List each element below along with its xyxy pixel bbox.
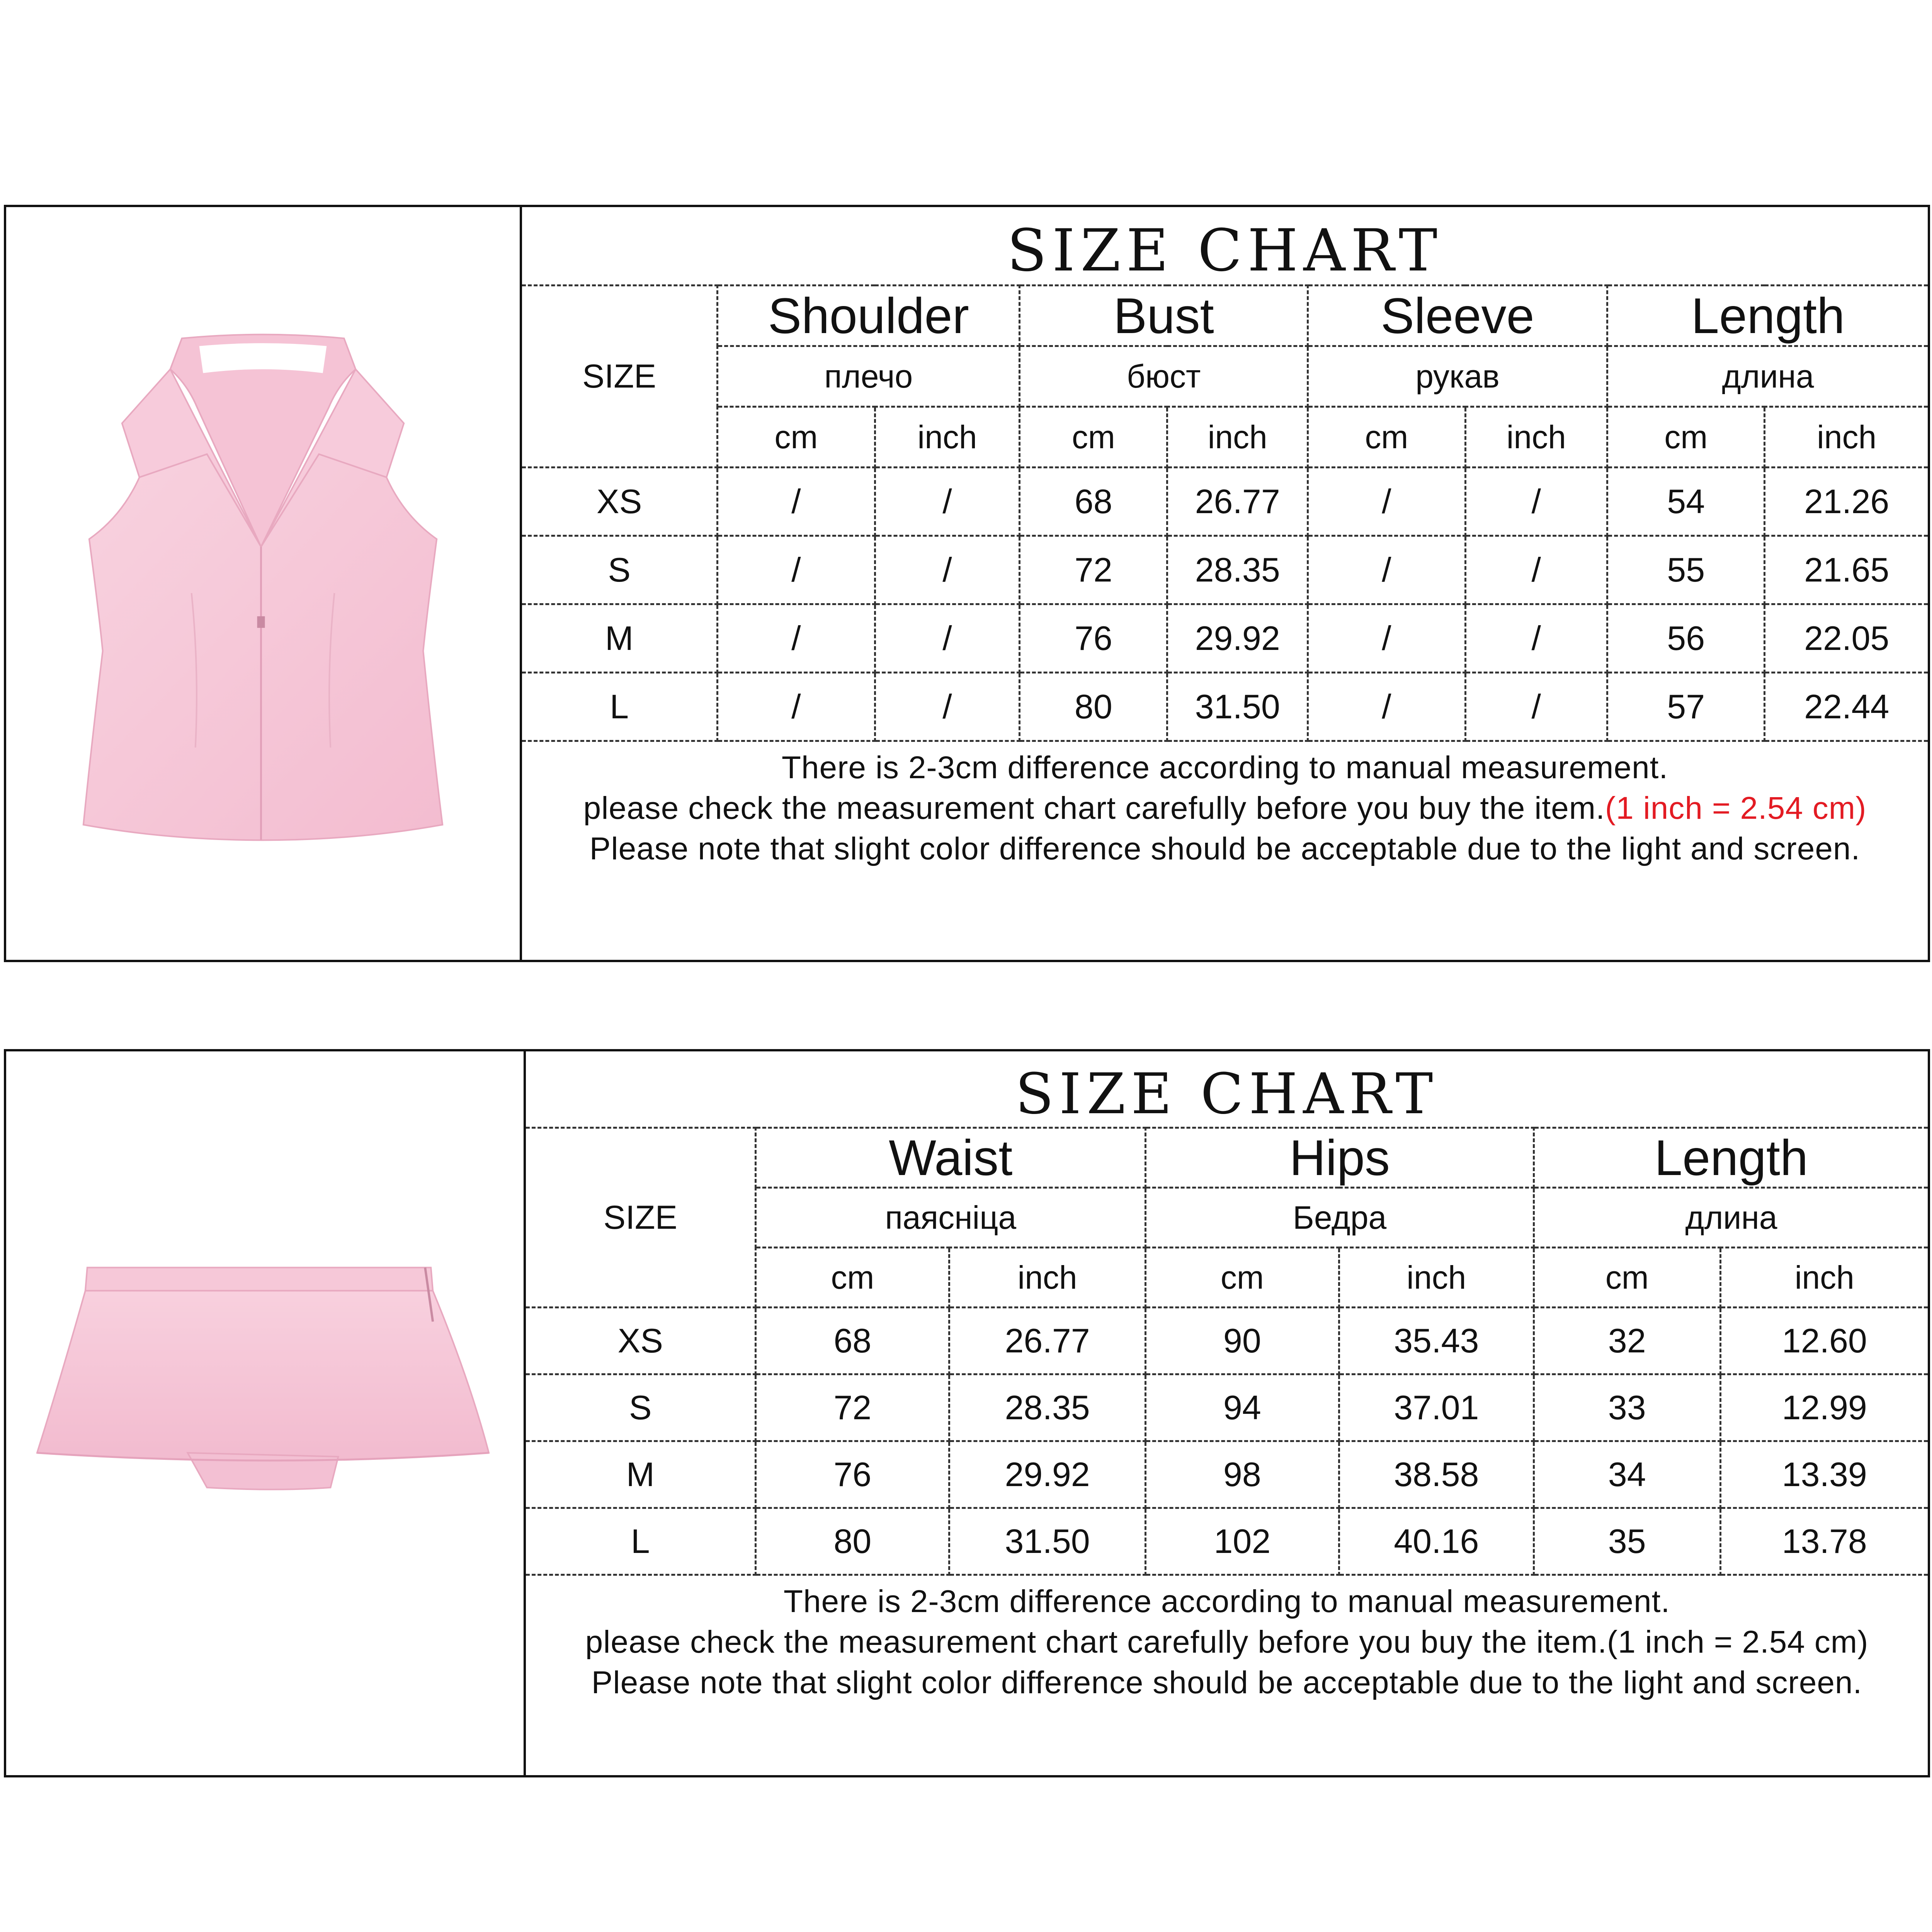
value-cell: 55 [1607,536,1765,604]
value-cell: 31.50 [949,1508,1146,1575]
size-header: SIZE [526,1128,756,1308]
value-cell: 57 [1607,673,1765,741]
header-shoulder: Shoulder [718,286,1020,346]
header-waist: Waist [756,1128,1146,1188]
size-chart [522,207,1928,960]
value-cell: 40.16 [1339,1508,1534,1575]
size-header: SIZE [522,286,718,468]
size-cell: XS [526,1308,756,1374]
value-cell: 80 [1020,673,1167,741]
unit-cell: cm [756,1248,949,1308]
value-cell: / [1308,604,1465,673]
note-line-1: There is 2-3cm difference according to manual measurement. [783,1584,1670,1619]
size-table [526,1127,1928,1576]
value-cell: 68 [756,1308,949,1374]
value-cell: 26.77 [949,1308,1146,1374]
value-cell: 72 [1020,536,1167,604]
header-bust: Bust [1020,286,1308,346]
header-length-ru: длина [1607,346,1928,407]
table-row [522,604,1928,673]
value-cell: 98 [1146,1441,1339,1508]
note-line-2-text: please check the measurement chart carefully before you buy the item. [583,791,1605,826]
value-cell: 12.60 [1720,1308,1928,1374]
value-cell: 90 [1146,1308,1339,1374]
size-chart [526,1051,1928,1775]
note-line-3: Please note that slight color difference should be acceptable due to the light and screen. [591,1665,1862,1700]
value-cell: 22.05 [1765,604,1928,673]
value-cell: 76 [756,1441,949,1508]
value-cell: 31.50 [1167,673,1308,741]
skort-image [6,1051,524,1775]
value-cell: / [875,604,1020,673]
value-cell: / [718,604,875,673]
value-cell: 38.58 [1339,1441,1534,1508]
header-sleeve: Sleeve [1308,286,1607,346]
header-length: Length [1534,1128,1928,1188]
unit-cell: inch [875,407,1020,468]
value-cell: / [1465,673,1607,741]
note-line-1: There is 2-3cm difference according to manual measurement. [781,750,1668,785]
value-cell: 21.65 [1765,536,1928,604]
value-cell: 12.99 [1720,1374,1928,1441]
unit-cell: cm [1308,407,1465,468]
value-cell: / [1308,536,1465,604]
chart-title: SIZE CHART [1015,1061,1439,1127]
value-cell: / [1308,673,1465,741]
header-bust-ru: бюст [1020,346,1308,407]
unit-cell: cm [1607,407,1765,468]
header-length: Length [1607,286,1928,346]
size-cell: M [522,604,718,673]
value-cell: 76 [1020,604,1167,673]
value-cell: / [1465,536,1607,604]
unit-cell: cm [1146,1248,1339,1308]
value-cell: 26.77 [1167,468,1308,536]
top-size-chart-panel [4,205,1930,962]
table-row [522,673,1928,741]
table-row [522,536,1928,604]
measurement-note [526,1576,1928,1703]
header-shoulder-ru: плечо [718,346,1020,407]
value-cell: 54 [1607,468,1765,536]
value-cell: / [1308,468,1465,536]
header-length-ru: длина [1534,1188,1928,1248]
measurement-note [522,742,1928,869]
value-cell: 22.44 [1765,673,1928,741]
unit-cell: inch [949,1248,1146,1308]
header-hips-ru: Бедра [1146,1188,1534,1248]
value-cell: 21.26 [1765,468,1928,536]
table-row [526,1374,1928,1441]
unit-cell: cm [718,407,875,468]
value-cell: 102 [1146,1508,1339,1575]
value-cell: 56 [1607,604,1765,673]
size-cell: L [522,673,718,741]
size-cell: XS [522,468,718,536]
note-line-2: please check the measurement chart carefully before you buy the item.(1 inch = 2.54 cm) [585,1624,1869,1660]
value-cell: 29.92 [1167,604,1308,673]
value-cell: 33 [1534,1374,1720,1441]
value-cell: / [875,536,1020,604]
header-waist-ru: паясніца [756,1188,1146,1248]
value-cell: / [875,468,1020,536]
unit-cell: inch [1765,407,1928,468]
value-cell: / [718,468,875,536]
halter-top-image [6,207,520,960]
value-cell: 32 [1534,1308,1720,1374]
size-cell: L [526,1508,756,1575]
value-cell: 28.35 [949,1374,1146,1441]
value-cell: 13.39 [1720,1441,1928,1508]
value-cell: 13.78 [1720,1508,1928,1575]
table-row [526,1441,1928,1508]
unit-cell: cm [1020,407,1167,468]
value-cell: 94 [1146,1374,1339,1441]
value-cell: / [718,673,875,741]
unit-cell: inch [1339,1248,1534,1308]
value-cell: 34 [1534,1441,1720,1508]
size-table [522,284,1928,742]
bottom-size-chart-panel [4,1049,1930,1777]
header-hips: Hips [1146,1128,1534,1188]
unit-cell: inch [1167,407,1308,468]
value-cell: 68 [1020,468,1167,536]
chart-title: SIZE CHART [1007,217,1443,284]
unit-cell: inch [1720,1248,1928,1308]
value-cell: / [1465,468,1607,536]
note-line-2 [530,788,1920,828]
value-cell: 35.43 [1339,1308,1534,1374]
value-cell: / [718,536,875,604]
note-line-3: Please note that slight color difference should be acceptable due to the light and screen. [589,831,1861,866]
table-row [526,1508,1928,1575]
table-row [526,1308,1928,1374]
size-cell: M [526,1441,756,1508]
value-cell: 35 [1534,1508,1720,1575]
inch-conversion-note: (1 inch = 2.54 cm) [1605,791,1867,826]
unit-cell: cm [1534,1248,1720,1308]
product-image-cell [6,1051,526,1775]
value-cell: / [875,673,1020,741]
value-cell: 29.92 [949,1441,1146,1508]
value-cell: 28.35 [1167,536,1308,604]
value-cell: 80 [756,1508,949,1575]
header-sleeve-ru: рукав [1308,346,1607,407]
size-cell: S [522,536,718,604]
size-cell: S [526,1374,756,1441]
unit-cell: inch [1465,407,1607,468]
value-cell: 37.01 [1339,1374,1534,1441]
product-image-cell [6,207,522,960]
value-cell: / [1465,604,1607,673]
table-row [522,468,1928,536]
value-cell: 72 [756,1374,949,1441]
